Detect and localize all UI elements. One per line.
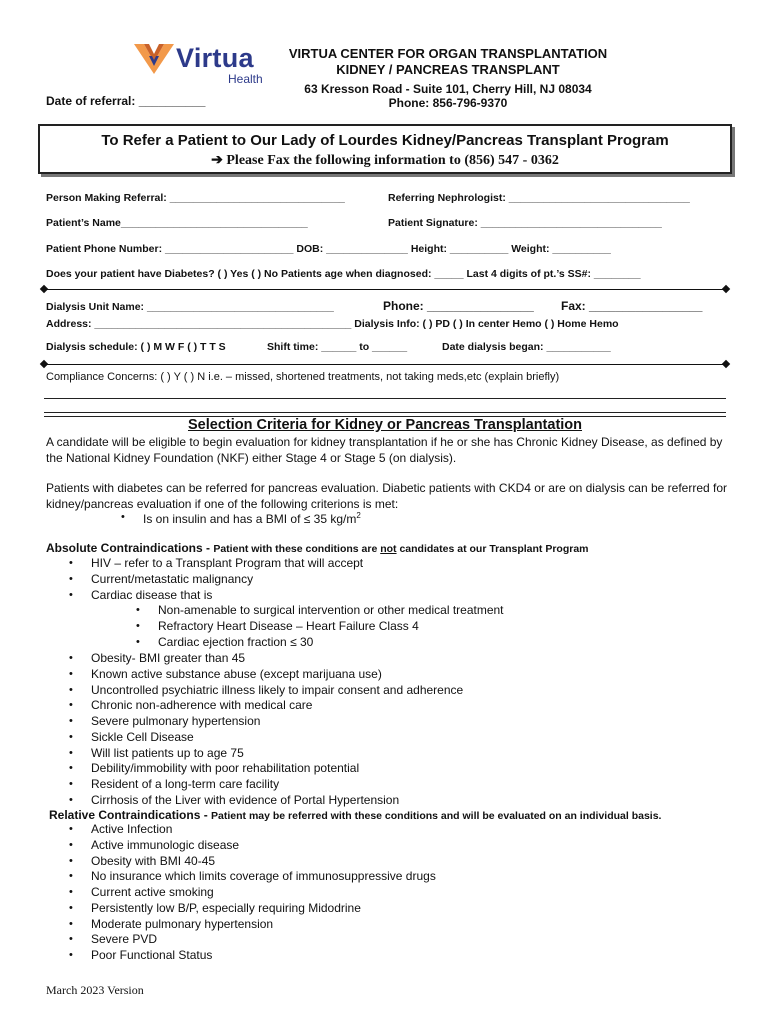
org-name: VIRTUA CENTER FOR ORGAN TRANSPLANTATION [288,46,608,61]
list-item: • Active Infection [91,822,436,838]
referral-title: To Refer a Patient to Our Lady of Lourdes Kidney/Pancreas Transplant Program [101,132,669,149]
insulin-bmi-text: Is on insulin and has a BMI of ≤ 35 kg/m [143,512,357,526]
referral-title-box [38,124,732,174]
fax-instruction: ➔ Please Fax the following information to (856) 547 - 0362 [211,153,559,168]
dialysis-fax-field[interactable]: Fax: _________________ [561,299,703,313]
shift-time-field[interactable]: Shift time: ______ to ______ [267,341,408,353]
referring-nephrologist-field[interactable]: Referring Nephrologist: _______________________________ [388,192,690,204]
patient-phone-dob-row[interactable]: Patient Phone Number: ______________________ DOB: ______________ Height: __________ Weight: __________ [46,243,611,255]
dialysis-address-row[interactable]: Address: ____________________________________________ Dialysis Info: ( ) PD ( ) In center Hemo ( ) Home Hemo [46,318,619,330]
list-item: • No insurance which limits coverage of immunosuppressive drugs [91,869,436,885]
compliance-answer-line[interactable] [44,412,726,413]
logo-wordmark: Virtua [176,43,254,73]
list-item: • Current active smoking [91,885,436,901]
absolute-heading-note-a: Patient with these conditions are [213,543,381,555]
relative-heading-label: Relative Contraindications - [49,808,212,822]
section-divider [44,289,726,290]
pancreas-eligibility-paragraph: Patients with diabetes can be referred for pancreas evaluation. Diabetic patients with CKD4 or are on dialysis can be referred for kidney/pancreas evaluation if one of the following criterions is met: [46,481,728,511]
absolute-contraindications-list-part2 [91,651,463,809]
list-item: • Severe PVD [91,932,436,948]
patient-signature-field[interactable]: Patient Signature: _______________________________ [388,217,662,229]
list-item: • Cardiac disease that is [91,588,363,604]
relative-contraindications-list [91,822,436,964]
list-item: • Poor Functional Status [91,948,436,964]
insulin-bmi-criterion: • Is on insulin and has a BMI of ≤ 35 $kg/m^2$ [121,511,361,526]
absolute-heading-label: Absolute Contraindications - [46,541,214,555]
list-item: • Persistently low B/P, especially requiring Midodrine [91,901,436,917]
diabetes-row[interactable]: Does your patient have Diabetes? ( ) Yes ( ) No Patients age when diagnosed: _____ Last 4 digits of pt.’s SS#: ________ [46,268,641,280]
dialysis-phone-field[interactable]: Phone: ________________ [383,299,534,313]
virtua-chevron-icon [132,42,176,76]
list-item: • Refractory Heart Disease – Heart Failure Class 4 [158,619,504,635]
list-item: • Obesity- BMI greater than 45 [91,651,463,667]
list-item: • Cirrhosis of the Liver with evidence of Portal Hypertension [91,793,463,809]
date-of-referral: Date of referral: __________ [46,94,206,108]
list-item: • Known active substance abuse (except marijuana use) [91,667,463,683]
list-item: • Resident of a long-term care facility [91,777,463,793]
list-item: • Will list patients up to age 75 [91,746,463,762]
org-phone: Phone: 856-796-9370 [388,96,508,110]
logo-subtitle: Health [228,72,263,86]
list-item: • Uncontrolled psychiatric illness likely to impair consent and adherence [91,683,463,699]
compliance-answer-line[interactable] [44,398,726,399]
virtua-logo [132,40,262,86]
list-item: • Moderate pulmonary hypertension [91,917,436,933]
absolute-heading-not: not [380,543,397,555]
relative-contraindications-heading [49,808,661,822]
list-item: • Sickle Cell Disease [91,730,463,746]
date-dialysis-began-field[interactable]: Date dialysis began: ___________ [442,341,611,353]
cardiac-disease-sublist [158,603,504,650]
relative-heading-note: Patient may be referred with these conditions and will be evaluated on an individual basis. [211,810,662,822]
dialysis-unit-field[interactable]: Dialysis Unit Name: ________________________________ [46,301,334,313]
absolute-contraindications-heading [46,541,589,555]
list-item: • Cardiac ejection fraction ≤ 30 [158,635,504,651]
org-department: KIDNEY / PANCREAS TRANSPLANT [336,62,560,77]
person-making-referral-field[interactable]: Person Making Referral: ______________________________ [46,192,345,204]
list-item: • Non-amenable to surgical intervention or other medical treatment [158,603,504,619]
version-footer: March 2023 Version [46,983,144,997]
compliance-concerns-field[interactable]: Compliance Concerns: ( ) Y ( ) N i.e. – missed, shortened treatments, not taking meds,etc (explain briefly) [46,371,560,383]
absolute-contraindications-list-part1 [91,556,363,603]
patient-name-field[interactable]: Patient’s Name________________________________ [46,217,308,229]
section-divider [44,364,726,365]
kidney-eligibility-paragraph: A candidate will be eligible to begin evaluation for kidney transplantation if he or she has Chronic Kidney Disease, as defined by the National Kidney Foundation (NKF) either Stage 4 or Stage 5 (on dialysis). [46,435,723,465]
list-item: • Obesity with BMI 40-45 [91,854,436,870]
list-item: • Current/metastatic malignancy [91,572,363,588]
list-item: • Active immunologic disease [91,838,436,854]
organization-header [278,46,618,110]
list-item: • Severe pulmonary hypertension [91,714,463,730]
selection-criteria-title: Selection Criteria for Kidney or Pancreas Transplantation [187,417,583,433]
list-item: • Chronic non-adherence with medical care [91,698,463,714]
org-address: 63 Kresson Road - Suite 101, Cherry Hill, NJ 08034 [304,82,592,96]
dialysis-schedule-field[interactable]: Dialysis schedule: ( ) M W F ( ) T T S [46,341,226,353]
absolute-heading-note-b: candidates at our Transplant Program [396,543,589,555]
list-item: • HIV – refer to a Transplant Program that will accept [91,556,363,572]
bmi-unit-superscript: 2 [356,511,361,520]
list-item: • Debility/immobility with poor rehabilitation potential [91,761,463,777]
